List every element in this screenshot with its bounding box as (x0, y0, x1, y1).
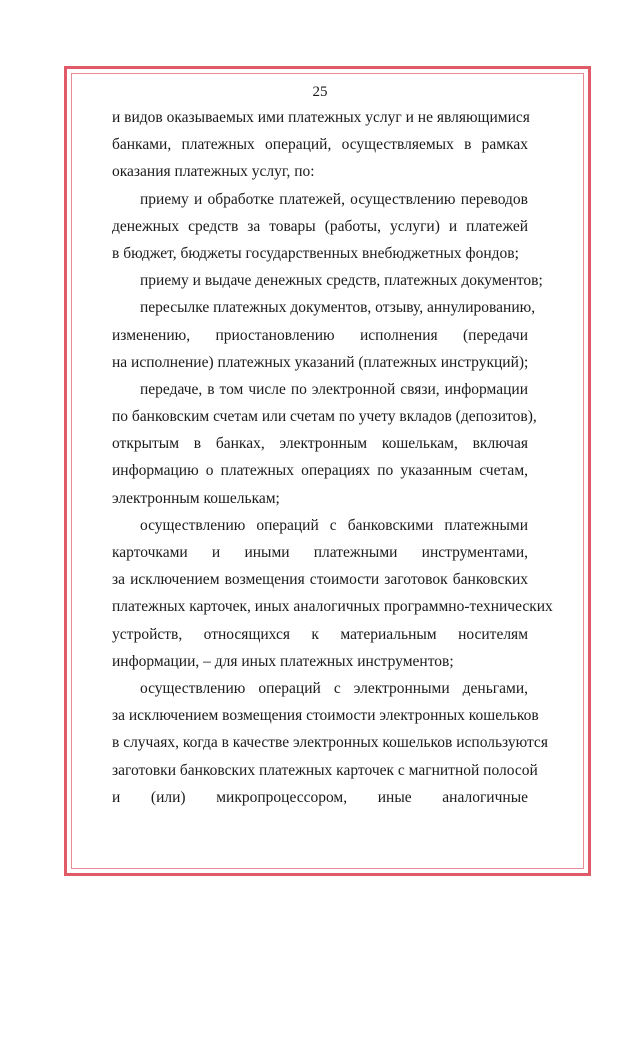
text-line: по банковским счетам или счетам по учету вкладов (депозитов), (112, 408, 537, 426)
text-line: на исполнение) платежных указаний (платежных инструкций); (112, 353, 529, 371)
text-line: приему и обработке платежей, осуществлению переводов (140, 190, 528, 208)
text-line: банками, платежных операций, осуществляемых в рамках (112, 136, 528, 154)
text-line: за исключением возмещения стоимости электронных кошельков (112, 707, 539, 725)
page-number: 25 (312, 84, 328, 100)
text-line: за исключением возмещения стоимости заготовок банковских (112, 571, 528, 589)
text-line: осуществлению операций с электронными деньгами, (140, 679, 528, 697)
text-line: приему и выдаче денежных средств, платежных документов; (140, 272, 543, 290)
text-line: открытым в банках, электронным кошелькам, включая (112, 435, 528, 453)
document-body (112, 104, 553, 811)
text-line: информацию о платежных операциях по указанным счетам, (112, 462, 528, 480)
text-line: осуществлению операций с банковскими платежными (140, 516, 528, 534)
text-line: в случаях, когда в качестве электронных кошельков используются (112, 734, 548, 752)
text-line: и (или) микропроцессором, иные аналогичные (112, 788, 528, 806)
text-line: в бюджет, бюджеты государственных внебюджетных фондов; (112, 244, 519, 262)
text-line: устройств, относящихся к материальным носителям (112, 625, 528, 643)
text-line: изменению, приостановлению исполнения (передачи (112, 326, 528, 344)
text-line: платежных карточек, иных аналогичных программно-технических (112, 598, 553, 616)
text-line: оказания платежных услуг, по: (112, 163, 315, 181)
text-line: заготовки банковских платежных карточек с магнитной полосой (112, 761, 538, 779)
text-line: передаче, в том числе по электронной связи, информации (140, 380, 528, 398)
text-line: пересылке платежных документов, отзыву, аннулированию, (140, 299, 536, 317)
text-line: электронным кошелькам; (112, 489, 280, 507)
text-line: информации, – для иных платежных инструментов; (112, 652, 454, 670)
text-line: карточками и иными платежными инструментами, (112, 544, 528, 561)
text-line: денежных средств за товары (работы, услуги) и платежей (112, 217, 528, 235)
text-line: и видов оказываемых ими платежных услуг и не являющимися (112, 109, 530, 126)
